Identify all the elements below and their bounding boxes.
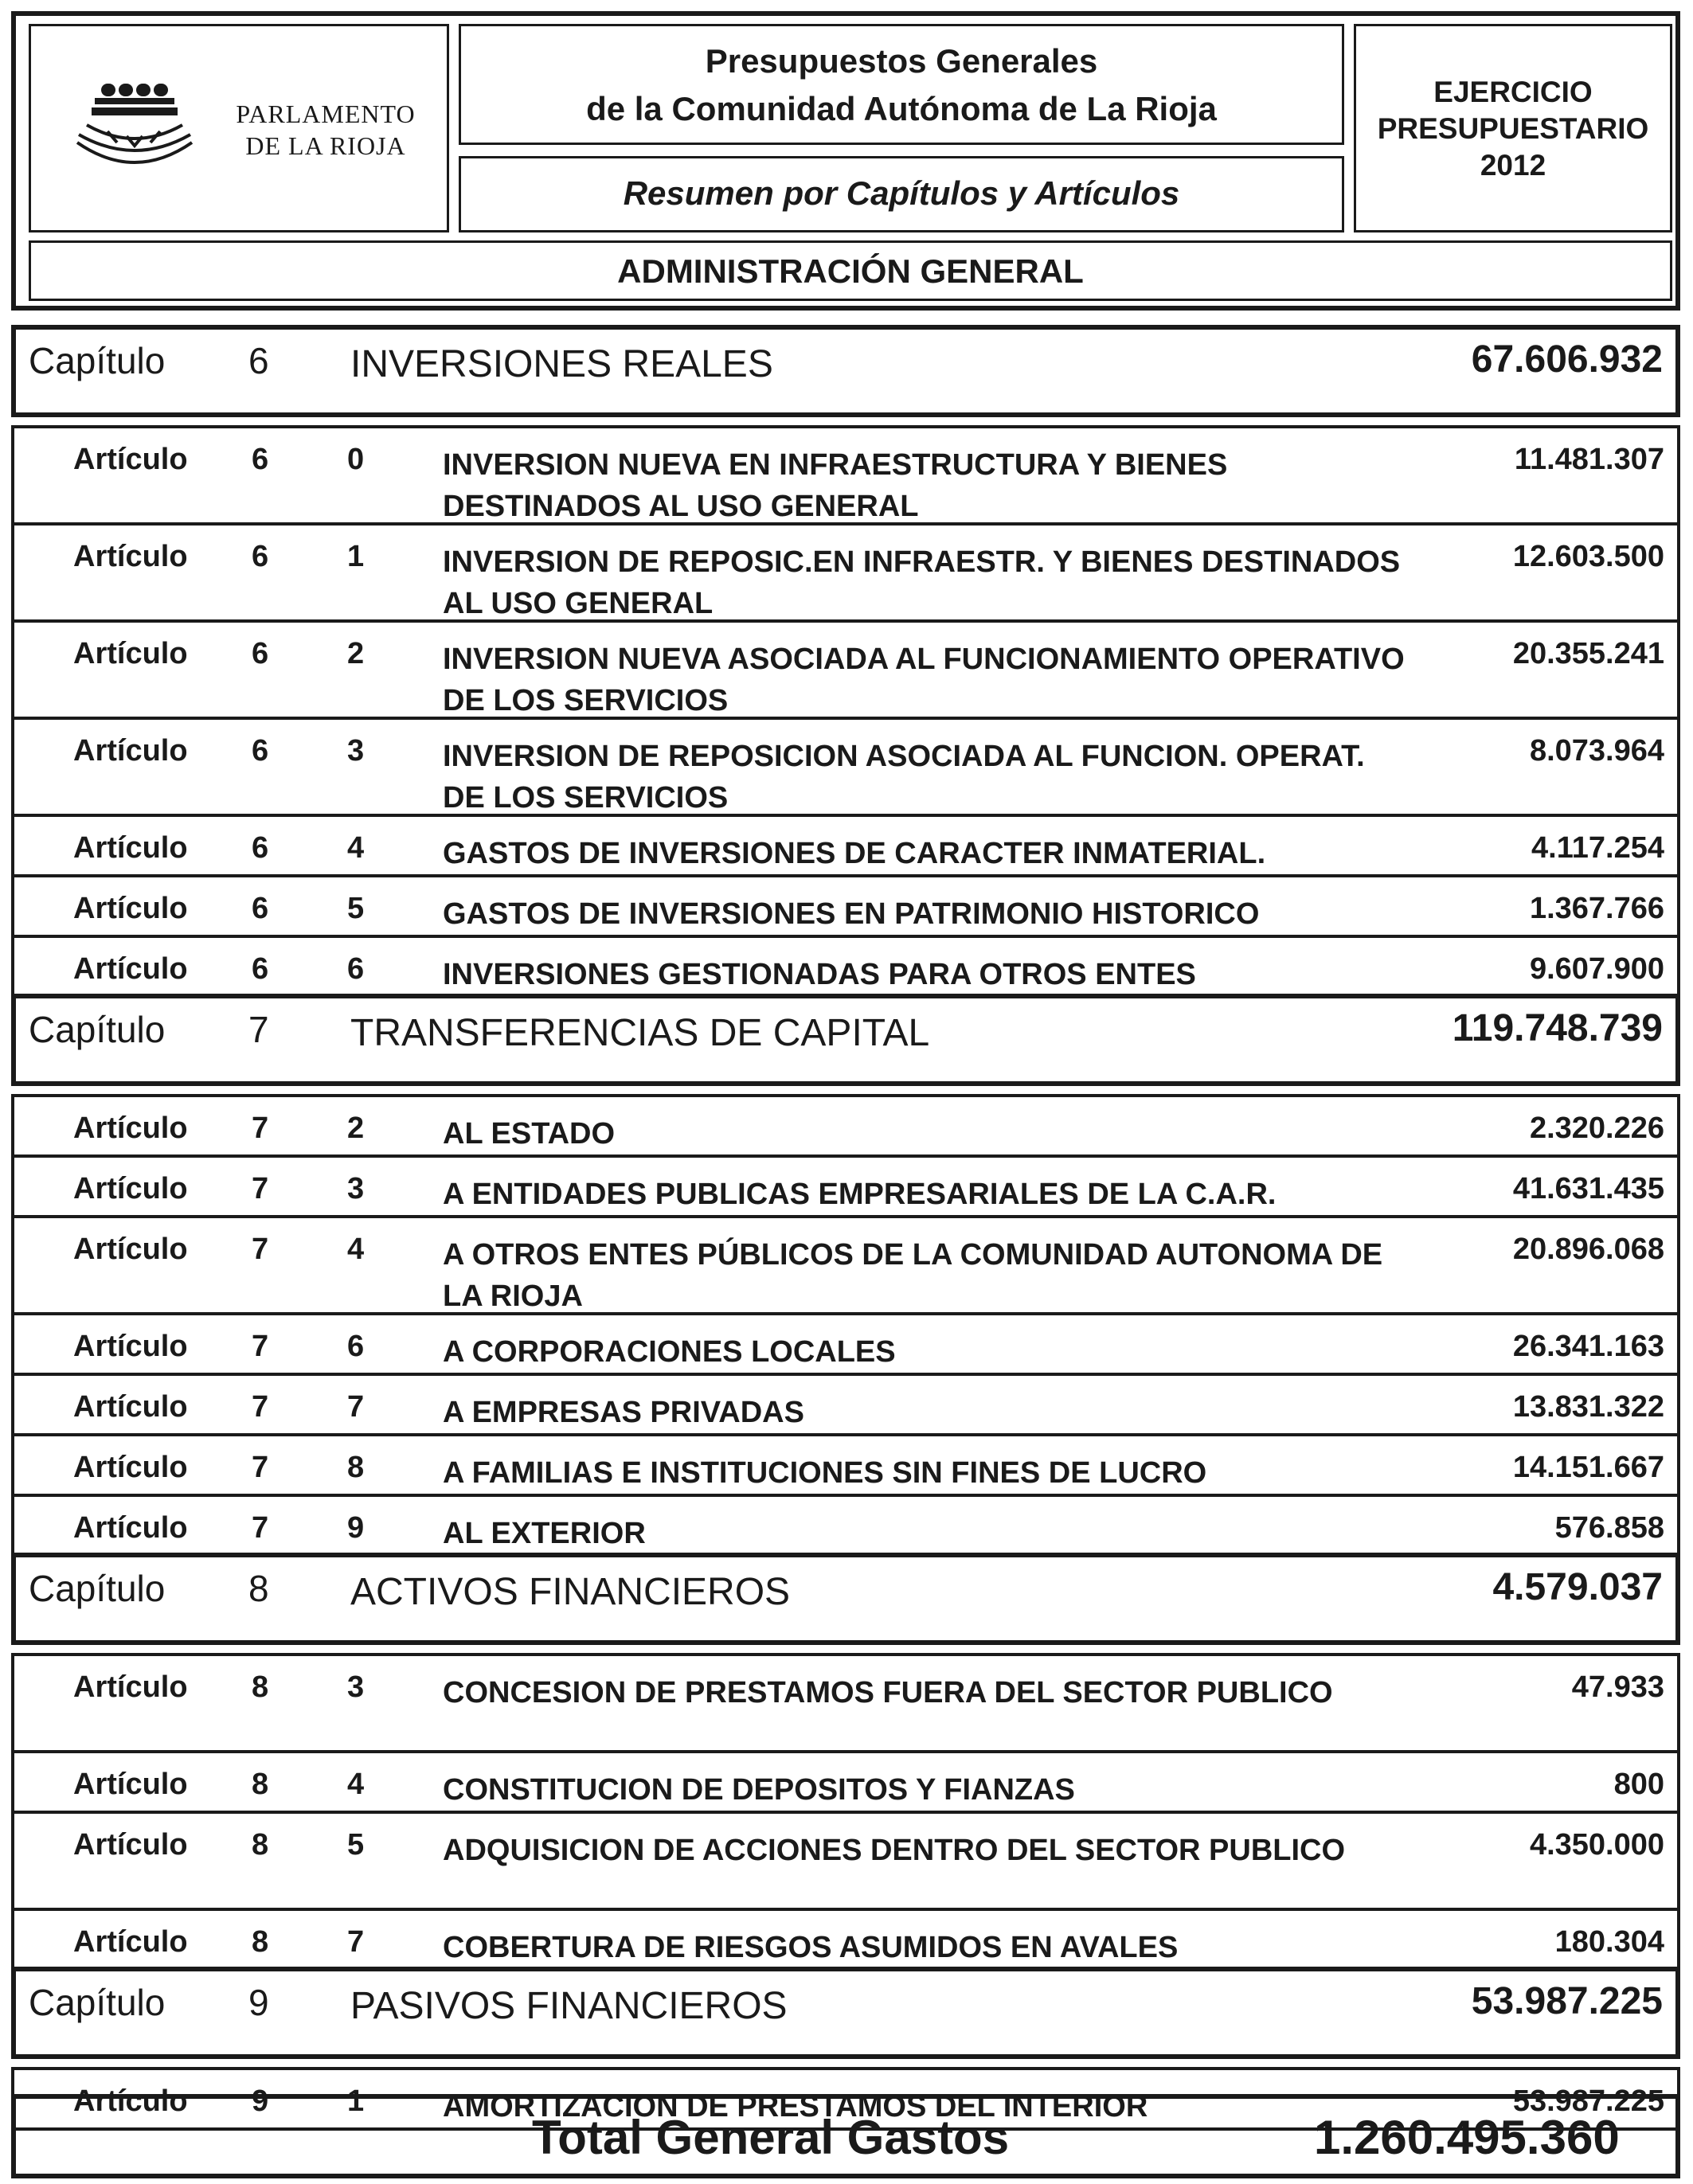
article-label: Artículo xyxy=(73,1233,188,1266)
article-label: Artículo xyxy=(73,1768,188,1801)
article-code: 3 xyxy=(347,734,365,768)
chapter-title: INVERSIONES REALES xyxy=(350,343,773,385)
total-row xyxy=(11,2094,1680,2178)
article-description: A CORPORACIONES LOCALES xyxy=(443,1335,896,1369)
parliament-name xyxy=(214,98,437,162)
article-label: Artículo xyxy=(73,1670,188,1704)
article-row xyxy=(11,1155,1680,1218)
chapter-row xyxy=(11,994,1680,1086)
article-chapter-code: 8 xyxy=(252,1925,269,1959)
document-subtitle: Resumen por Capítulos y Artículos xyxy=(623,174,1180,212)
chapter-title: TRANSFERENCIAS DE CAPITAL xyxy=(350,1012,930,1054)
article-chapter-code: 6 xyxy=(252,831,269,865)
article-chapter-code: 7 xyxy=(252,1330,269,1363)
article-amount: 47.933 xyxy=(1571,1670,1664,1704)
article-chapter-code: 7 xyxy=(252,1233,269,1266)
chapter-amount: 4.579.037 xyxy=(1492,1566,1663,1608)
article-row xyxy=(11,1094,1680,1158)
fiscal-year-line2: PRESUPUESTARIO xyxy=(1377,112,1649,145)
article-row xyxy=(11,522,1680,623)
article-amount: 4.117.254 xyxy=(1531,831,1664,865)
article-label: Artículo xyxy=(73,1925,188,1959)
chapter-label: Capítulo xyxy=(29,1568,166,1609)
article-code: 5 xyxy=(347,892,365,925)
total-amount: 1.260.495.360 xyxy=(1314,2111,1620,2164)
logo-box xyxy=(29,24,449,232)
article-code: 7 xyxy=(347,1390,365,1424)
article-amount: 4.350.000 xyxy=(1529,1828,1664,1862)
article-row xyxy=(11,935,1680,998)
article-chapter-code: 6 xyxy=(252,443,269,476)
article-description: A EMPRESAS PRIVADAS xyxy=(443,1396,804,1429)
article-description: INVERSION DE REPOSIC.EN INFRAESTR. Y BIENES DESTINADOS AL USO GENERAL xyxy=(443,545,1401,620)
article-amount: 8.073.964 xyxy=(1529,734,1664,768)
article-amount: 2.320.226 xyxy=(1529,1112,1664,1145)
article-amount: 576.858 xyxy=(1554,1511,1664,1545)
article-chapter-code: 7 xyxy=(252,1451,269,1484)
section-box xyxy=(29,240,1672,301)
title-line1: Presupuestos Generales xyxy=(705,42,1098,80)
article-chapter-code: 8 xyxy=(252,1828,269,1862)
fiscal-year xyxy=(1356,74,1670,184)
article-label: Artículo xyxy=(73,637,188,670)
article-description: ADQUISICION DE ACCIONES DENTRO DEL SECTOR PUBLICO xyxy=(443,1834,1346,1867)
article-code: 2 xyxy=(347,637,365,670)
article-row xyxy=(11,425,1680,525)
article-amount: 11.481.307 xyxy=(1514,443,1664,476)
article-description: A ENTIDADES PUBLICAS EMPRESARIALES DE LA C.A.R. xyxy=(443,1178,1277,1211)
article-description: AL EXTERIOR xyxy=(443,1517,646,1550)
article-code: 4 xyxy=(347,1233,365,1266)
document-title xyxy=(461,37,1342,133)
article-amount: 20.355.241 xyxy=(1512,637,1664,670)
article-chapter-code: 6 xyxy=(252,734,269,768)
article-code: 9 xyxy=(347,1511,365,1545)
article-label: Artículo xyxy=(73,1451,188,1484)
parliament-name-line2: DE LA RIOJA xyxy=(245,131,406,160)
chapter-label: Capítulo xyxy=(29,1009,166,1050)
article-row xyxy=(11,1433,1680,1497)
article-row xyxy=(11,619,1680,720)
article-code: 0 xyxy=(347,443,365,476)
article-description: AL ESTADO xyxy=(443,1117,616,1151)
article-row xyxy=(11,1373,1680,1436)
article-label: Artículo xyxy=(73,952,188,986)
title-box xyxy=(459,24,1344,145)
chapter-title: ACTIVOS FINANCIEROS xyxy=(350,1571,791,1613)
article-amount: 12.603.500 xyxy=(1512,540,1664,573)
chapter-row xyxy=(11,325,1680,417)
article-row xyxy=(11,1811,1680,1911)
article-description: AMORTIZACION DE PRESTAMOS DEL INTERIOR xyxy=(443,2090,1148,2123)
article-amount: 1.367.766 xyxy=(1529,892,1664,925)
article-code: 7 xyxy=(347,1925,365,1959)
article-label: Artículo xyxy=(73,734,188,768)
parliament-crown-logo-icon xyxy=(71,79,206,182)
article-code: 3 xyxy=(347,1670,365,1704)
chapter-label: Capítulo xyxy=(29,340,166,381)
article-row xyxy=(11,1653,1680,1753)
article-row xyxy=(11,1494,1680,1557)
chapter-amount: 67.606.932 xyxy=(1471,338,1663,381)
article-description: CONSTITUCION DE DEPOSITOS Y FIANZAS xyxy=(443,1773,1075,1807)
article-label: Artículo xyxy=(73,1330,188,1363)
article-description: A OTROS ENTES PÚBLICOS DE LA COMUNIDAD AUTONOMA DE LA RIOJA xyxy=(443,1238,1383,1313)
article-row xyxy=(11,814,1680,877)
article-row xyxy=(11,1312,1680,1376)
article-amount: 53.987.225 xyxy=(1512,2084,1664,2118)
article-row xyxy=(11,1908,1680,1971)
article-amount: 20.896.068 xyxy=(1512,1233,1664,1266)
article-code: 6 xyxy=(347,952,365,986)
article-label: Artículo xyxy=(73,1511,188,1545)
chapter-row xyxy=(11,1967,1680,2059)
subtitle-box xyxy=(459,156,1344,232)
article-label: Artículo xyxy=(73,1828,188,1862)
chapter-row xyxy=(11,1553,1680,1645)
article-row xyxy=(11,1215,1680,1315)
article-chapter-code: 7 xyxy=(252,1172,269,1205)
section-title: ADMINISTRACIÓN GENERAL xyxy=(617,252,1084,290)
article-description: INVERSION NUEVA EN INFRAESTRUCTURA Y BIENES DESTINADOS AL USO GENERAL xyxy=(443,448,1228,523)
title-line2: de la Comunidad Autónoma de La Rioja xyxy=(586,90,1217,127)
article-amount: 41.631.435 xyxy=(1512,1172,1664,1205)
budget-summary-table xyxy=(11,325,1680,2131)
chapter-number: 7 xyxy=(248,1009,269,1050)
article-code: 4 xyxy=(347,831,365,865)
chapter-number: 9 xyxy=(248,1982,269,2023)
article-label: Artículo xyxy=(73,540,188,573)
article-label: Artículo xyxy=(73,1172,188,1205)
article-code: 4 xyxy=(347,1768,365,1801)
article-chapter-code: 7 xyxy=(252,1112,269,1145)
article-code: 3 xyxy=(347,1172,365,1205)
article-chapter-code: 6 xyxy=(252,540,269,573)
article-chapter-code: 7 xyxy=(252,1511,269,1545)
article-label: Artículo xyxy=(73,1390,188,1424)
chapter-number: 8 xyxy=(248,1568,269,1609)
article-chapter-code: 7 xyxy=(252,1390,269,1424)
article-label: Artículo xyxy=(73,831,188,865)
article-amount: 800 xyxy=(1613,1768,1664,1801)
article-amount: 180.304 xyxy=(1554,1925,1664,1959)
article-chapter-code: 6 xyxy=(252,637,269,670)
article-amount: 13.831.322 xyxy=(1512,1390,1664,1424)
total-label: Total General Gastos xyxy=(532,2111,1010,2164)
chapter-title: PASIVOS FINANCIEROS xyxy=(350,1985,788,2027)
article-label: Artículo xyxy=(73,2084,188,2118)
fiscal-year-line1: EJERCICIO xyxy=(1433,76,1593,108)
fiscal-year-box xyxy=(1354,24,1672,232)
article-chapter-code: 6 xyxy=(252,952,269,986)
chapter-amount: 119.748.739 xyxy=(1452,1007,1663,1049)
article-chapter-code: 8 xyxy=(252,1670,269,1704)
article-row xyxy=(11,874,1680,938)
article-chapter-code: 8 xyxy=(252,1768,269,1801)
article-description: INVERSIONES GESTIONADAS PARA OTROS ENTES xyxy=(443,958,1196,991)
article-description: INVERSION NUEVA ASOCIADA AL FUNCIONAMIENTO OPERATIVO DE LOS SERVICIOS xyxy=(443,643,1405,717)
article-code: 6 xyxy=(347,1330,365,1363)
article-description: A FAMILIAS E INSTITUCIONES SIN FINES DE LUCRO xyxy=(443,1456,1207,1490)
article-label: Artículo xyxy=(73,892,188,925)
article-amount: 26.341.163 xyxy=(1512,1330,1664,1363)
parliament-name-line1: PARLAMENTO xyxy=(236,100,416,128)
article-description: COBERTURA DE RIESGOS ASUMIDOS EN AVALES xyxy=(443,1931,1179,1964)
article-chapter-code: 9 xyxy=(252,2084,269,2118)
article-chapter-code: 6 xyxy=(252,892,269,925)
article-label: Artículo xyxy=(73,1112,188,1145)
fiscal-year-value: 2012 xyxy=(1480,149,1546,182)
article-description: CONCESION DE PRESTAMOS FUERA DEL SECTOR PUBLICO xyxy=(443,1676,1333,1709)
article-label: Artículo xyxy=(73,443,188,476)
article-code: 8 xyxy=(347,1451,365,1484)
document-header xyxy=(11,11,1680,311)
chapter-amount: 53.987.225 xyxy=(1471,1980,1663,2022)
article-code: 1 xyxy=(347,540,365,573)
article-row xyxy=(11,1750,1680,1814)
article-amount: 14.151.667 xyxy=(1512,1451,1664,1484)
article-description: GASTOS DE INVERSIONES EN PATRIMONIO HISTORICO xyxy=(443,897,1260,931)
article-amount: 9.607.900 xyxy=(1529,952,1664,986)
article-code: 2 xyxy=(347,1112,365,1145)
article-description: GASTOS DE INVERSIONES DE CARACTER INMATERIAL. xyxy=(443,837,1266,870)
article-code: 5 xyxy=(347,1828,365,1862)
article-code: 1 xyxy=(347,2084,365,2118)
article-description: INVERSION DE REPOSICION ASOCIADA AL FUNCION. OPERAT. DE LOS SERVICIOS xyxy=(443,740,1365,815)
article-row xyxy=(11,717,1680,817)
chapter-number: 6 xyxy=(248,340,269,381)
chapter-label: Capítulo xyxy=(29,1982,166,2023)
